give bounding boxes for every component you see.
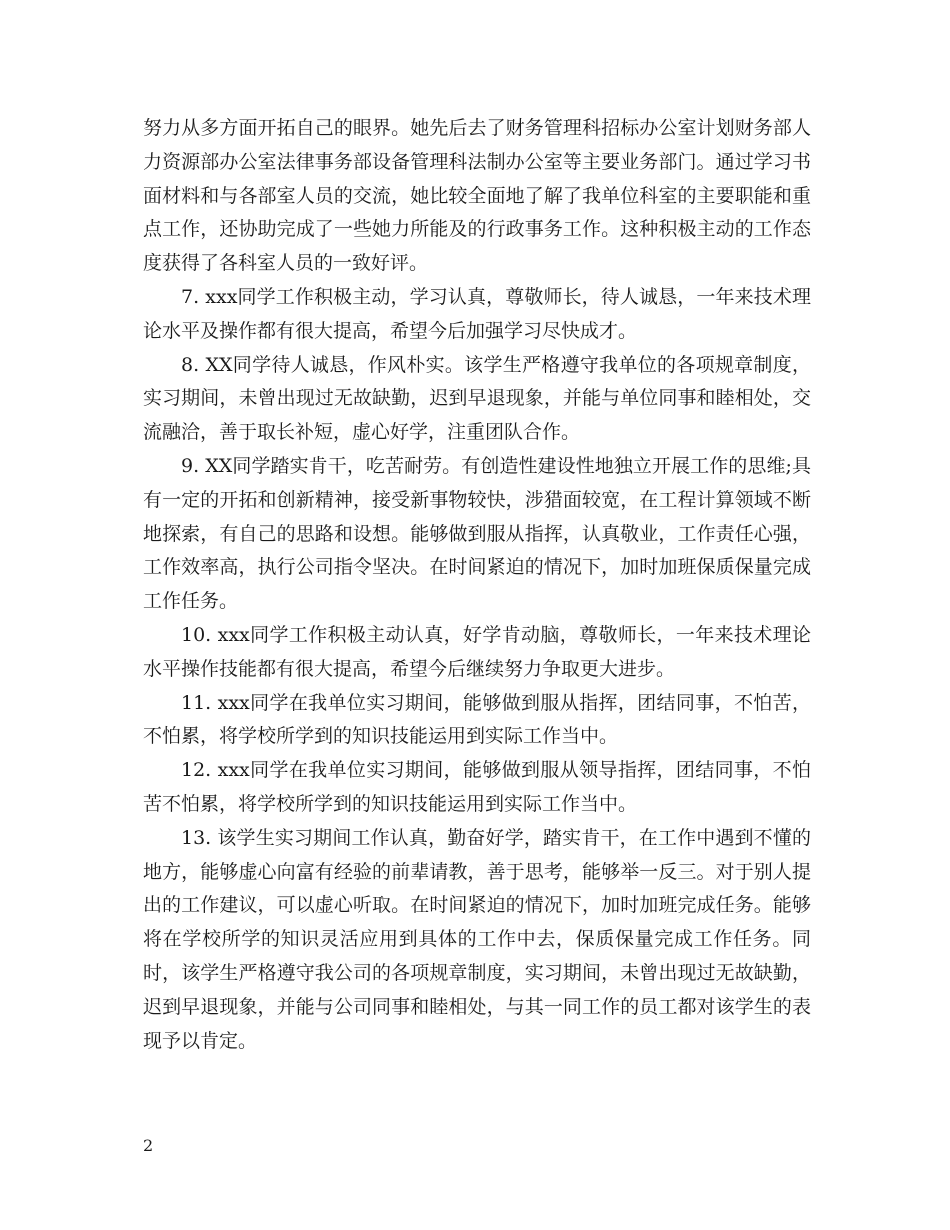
paragraph-item-12: 12. xxx同学在我单位实习期间，能够做到服从领导指挥，团结同事，不怕苦不怕累，将学校所学到的知识技能运用到实际工作当中。 [143, 759, 811, 815]
document-body [143, 112, 811, 1058]
paragraph-item-7: 7. xxx同学工作积极主动，学习认真，尊敬师长，待人诚恳，一年来技术理论水平及操作都有很大提高，希望今后加强学习尽快成才。 [143, 285, 811, 342]
paragraph-item-13: 13. 该学生实习期间工作认真，勤奋好学，踏实肯干，在工作中遇到不懂的地方，能够虚心向富有经验的前辈请教，善于思考，能够举一反三。对于别人提出的工作建议，可以虚心听取。在时间紧迫的情况下，加时加班完成任务。能够将在学校所学的知识灵活应用到具体的工作中去，保质保量完成工作任务。同时，该学生严格遵守我公司的各项规章制度，实习期间，未曾出现过无故缺勤，迟到早退现象，并能与公司同事和睦相处，与其一同工作的员工都对该学生的表现予以肯定。 [143, 826, 811, 1052]
page-number: 2 [143, 1136, 154, 1155]
paragraph-item-9: 9. XX同学踏实肯干，吃苦耐劳。有创造性建设性地独立开展工作的思维;具有一定的开拓和创新精神，接受新事物较快，涉猎面较宽，在工程计算领域不断地探索，有自己的思路和设想。能够做到服从指挥，认真敬业，工作责任心强，工作效率高，执行公司指令坚决。在时间紧迫的情况下，加时加班保质保量完成工作任务。 [143, 454, 811, 613]
paragraph-continuation: 努力从多方面开拓自己的眼界。她先后去了财务管理科招标办公室计划财务部人力资源部办公室法律事务部设备管理科法制办公室等主要业务部门。通过学习书面材料和与各部室人员的交流，她比较全面地了解了我单位科室的主要职能和重点工作，还协助完成了一些她力所能及的行政事务工作。这种积极主动的工作态度获得了各科室人员的一致好评。 [143, 117, 811, 275]
paragraph-item-8: 8. XX同学待人诚恳，作风朴实。该学生严格遵守我单位的各项规章制度，实习期间，未曾出现过无故缺勤，迟到早退现象，并能与单位同事和睦相处，交流融洽，善于取长补短，虚心好学，注重团队合作。 [143, 353, 811, 444]
paragraph-item-10: 10. xxx同学工作积极主动认真，好学肯动脑，尊敬师长，一年来技术理论水平操作技能都有很大提高，希望今后继续努力争取更大进步。 [143, 623, 811, 680]
paragraph-item-11: 11. xxx同学在我单位实习期间，能够做到服从指挥，团结同事，不怕苦，不怕累，将学校所学到的知识技能运用到实际工作当中。 [143, 691, 811, 748]
